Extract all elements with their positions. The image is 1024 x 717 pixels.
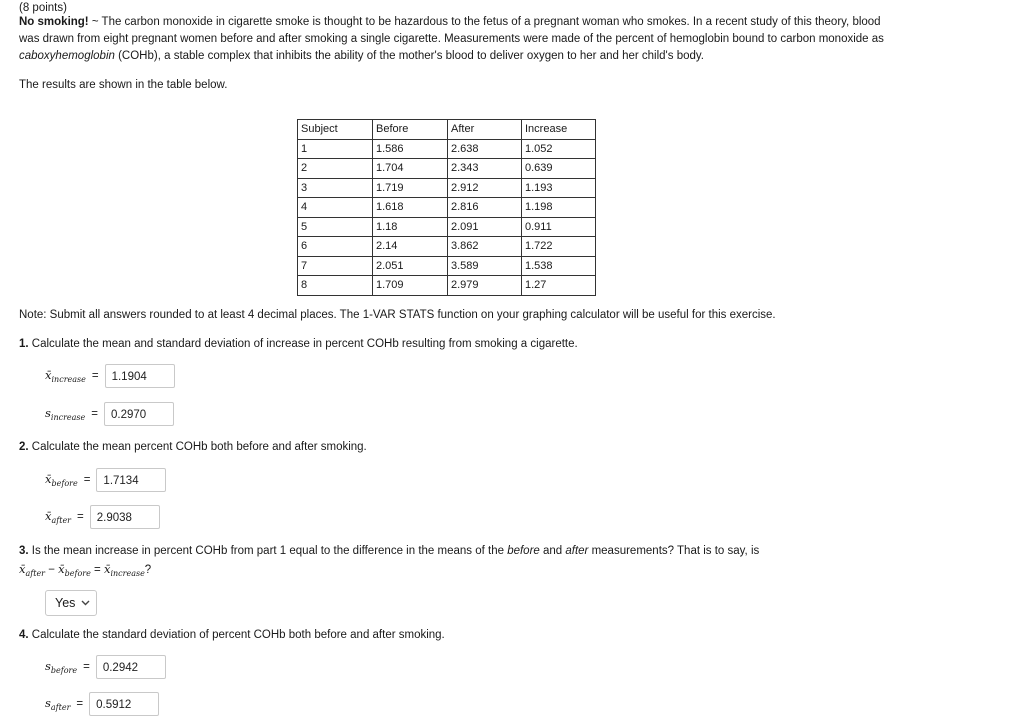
table-cell: 3.589 [448, 256, 522, 276]
table-cell: 1.719 [373, 178, 448, 198]
equals-sign: = [77, 511, 84, 523]
table-cell: 5 [298, 217, 373, 237]
table-header-row [298, 120, 596, 140]
table-cell: 2 [298, 159, 373, 179]
equals-sign: = [83, 661, 90, 673]
equals-sign: = [91, 370, 99, 382]
data-table [297, 119, 596, 296]
table-cell: 4 [298, 198, 373, 218]
q2-after-label: $x̄_{after}$ [45, 509, 72, 525]
q3-equation [19, 561, 151, 582]
q1-mean-label: $x̄_{increase}$ [45, 368, 86, 384]
x-bar-symbol: x̄ [19, 562, 26, 576]
q2-text: Calculate the mean percent COHb both before and after smoking. [28, 441, 367, 453]
chevron-down-icon [81, 600, 90, 606]
col-header: Subject [298, 120, 373, 140]
q4-before-row [45, 655, 166, 679]
question-1 [19, 336, 889, 353]
table-cell: 2.14 [373, 237, 448, 257]
table-cell: 2.638 [448, 139, 522, 159]
q2-before-label: $x̄_{before}$ [45, 472, 78, 488]
table-cell: 2.051 [373, 256, 448, 276]
q2-before-row [45, 468, 166, 492]
q4-after-row [45, 692, 159, 716]
q3-text-a: Is the mean increase in percent COHb from part 1 equal to the difference in the means of the [28, 545, 508, 557]
minus-sign: − [45, 564, 59, 576]
question-4 [19, 627, 889, 644]
q1-sd-row [45, 402, 174, 426]
q3-after-word: after [565, 545, 589, 557]
after-sub: after [25, 569, 46, 578]
table-row [298, 237, 596, 257]
increase-sub: increase [110, 569, 145, 578]
x-bar-symbol: x̄ [58, 562, 65, 576]
q4-number: 4. [19, 629, 29, 641]
q4-text: Calculate the standard deviation of percent COHb both before and after smoking. [28, 629, 445, 641]
intro-text-1: ~ The carbon monoxide in cigarette smoke is thought to be hazardous to the fetus of a pregnant woman who smokes. In a recent study of this theory, blood was drawn from eight pregnant women before and after smoking a single cigarette. Measurements were made of the percent of hemoglobin bound to carbon monoxide as [19, 16, 884, 45]
table-cell: 0.639 [522, 159, 596, 179]
table-cell: 7 [298, 256, 373, 276]
problem-intro [19, 14, 889, 65]
q2-before-input[interactable]: 1.7134 [96, 468, 166, 492]
q3-and-word: and [539, 545, 566, 557]
table-cell: 2.979 [448, 276, 522, 296]
before-sub: before [64, 569, 91, 578]
table-cell: 0.911 [522, 217, 596, 237]
col-header: After [448, 120, 522, 140]
table-row [298, 139, 596, 159]
table-cell: 2.912 [448, 178, 522, 198]
q4-after-input[interactable]: 0.5912 [89, 692, 159, 716]
table-cell: 6 [298, 237, 373, 257]
intro-lead: No smoking! [19, 16, 89, 28]
intro-term: caboxyhemoglobin [19, 50, 115, 62]
table-cell: 1.18 [373, 217, 448, 237]
table-row [298, 178, 596, 198]
table-cell: 1.586 [373, 139, 448, 159]
q1-mean-input[interactable]: 1.1904 [105, 364, 175, 388]
table-cell: 1.198 [522, 198, 596, 218]
equals-sign: = [90, 564, 104, 576]
results-text: The results are shown in the table below. [19, 79, 228, 91]
table-cell: 1.538 [522, 256, 596, 276]
table-row [298, 159, 596, 179]
table-cell: 3.862 [448, 237, 522, 257]
col-header: Increase [522, 120, 596, 140]
q1-text: Calculate the mean and standard deviation of increase in percent COHb resulting from smoking a cigarette. [28, 338, 578, 350]
table-cell: 2.343 [448, 159, 522, 179]
table-cell: 1.709 [373, 276, 448, 296]
q3-text-b: measurements? That is to say, is [588, 545, 760, 557]
question-3 [19, 543, 889, 560]
table-cell: 3 [298, 178, 373, 198]
table-cell: 1.704 [373, 159, 448, 179]
q3-number: 3. [19, 545, 29, 557]
q2-after-row [45, 505, 160, 529]
table-row [298, 217, 596, 237]
points-label: (8 points) [19, 2, 67, 14]
equals-sign: = [83, 474, 91, 486]
table-cell: 1.052 [522, 139, 596, 159]
q3-selected-value: Yes [55, 596, 76, 610]
table-cell: 1 [298, 139, 373, 159]
table-row [298, 276, 596, 296]
equals-sign: = [91, 408, 98, 420]
table-row [298, 256, 596, 276]
q3-answer-select[interactable] [45, 590, 97, 616]
q4-after-label: $s_{after}$ [45, 696, 71, 712]
table-cell: 1.193 [522, 178, 596, 198]
table-cell: 2.091 [448, 217, 522, 237]
intro-text-2: (COHb), a stable complex that inhibits the ability of the mother's blood to deliver oxygen to her and her child's body. [114, 50, 704, 62]
table-row [298, 198, 596, 218]
q1-sd-input[interactable]: 0.2970 [104, 402, 174, 426]
q1-number: 1. [19, 338, 29, 350]
note-text: Note: Submit all answers rounded to at least 4 decimal places. The 1-VAR STATS function on your graphing calculator will be useful for this exercise. [19, 309, 776, 321]
table-cell: 1.722 [522, 237, 596, 257]
q2-after-input[interactable]: 2.9038 [90, 505, 160, 529]
q2-number: 2. [19, 441, 29, 453]
q4-before-label: $s_{before}$ [45, 659, 78, 675]
q3-before-word: before [507, 545, 540, 557]
col-header: Before [373, 120, 448, 140]
q1-mean-row [45, 364, 175, 388]
table-cell: 2.816 [448, 198, 522, 218]
equals-sign: = [76, 698, 84, 710]
q4-before-input[interactable]: 0.2942 [96, 655, 166, 679]
x-bar-symbol: x̄ [103, 562, 111, 576]
q1-sd-label: $s_{increase}$ [45, 406, 86, 422]
question-2 [19, 439, 889, 456]
question-mark: ? [144, 564, 152, 576]
table-cell: 1.618 [373, 198, 448, 218]
table-cell: 8 [298, 276, 373, 296]
table-cell: 1.27 [522, 276, 596, 296]
